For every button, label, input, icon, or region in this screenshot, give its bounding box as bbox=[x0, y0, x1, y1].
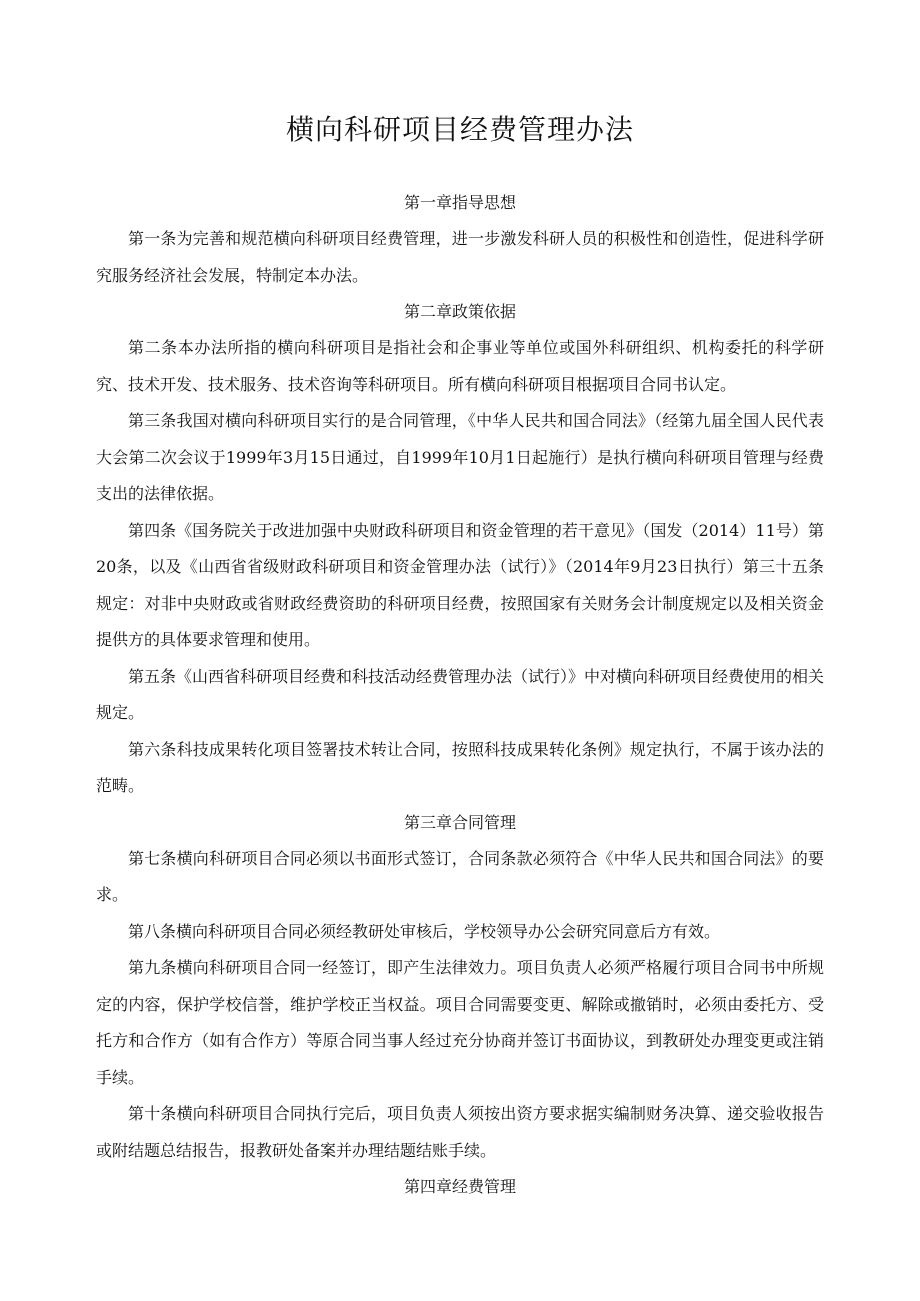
article-paragraph: 第六条科技成果转化项目签署技术转让合同，按照科技成果转化条例》规定执行，不属于该办法的范畴。 bbox=[96, 739, 824, 795]
document-title: 横向科研项目经费管理办法 bbox=[285, 113, 634, 146]
article-paragraph: 第二条本办法所指的横向科研项目是指社会和企事业等单位或国外科研组织、机构委托的科学研究、技术开发、技术服务、技术咨询等科研项目。所有横向科研项目根据项目合同书认定。 bbox=[96, 338, 824, 394]
article-paragraph: 第三条我国对横向科研项目实行的是合同管理，《中华人民共和国合同法》（经第九届全国人民代表大会第二次会议于1999年3月15日通过，自1999年10月1日起施行）是执行横向科研项目管理与经费支出的法律依据。 bbox=[96, 411, 824, 503]
chapter-heading: 第四章经费管理 bbox=[403, 1177, 516, 1196]
article-paragraph: 第十条横向科研项目合同执行完后，项目负责人须按出资方要求据实编制财务决算、递交验收报告或附结题总结报告，报教研处备案并办理结题结账手续。 bbox=[96, 1104, 824, 1160]
document-body bbox=[96, 185, 824, 1205]
article-paragraph: 第八条横向科研项目合同必须经教研处审核后，学校领导办公会研究同意后方有效。 bbox=[128, 921, 721, 941]
article-paragraph: 第五条《山西省科研项目经费和科技活动经费管理办法（试行）》中对横向科研项目经费使用的相关规定。 bbox=[96, 666, 825, 722]
article-paragraph: 第一条为完善和规范横向科研项目经费管理，进一步激发科研人员的积极性和创造性，促进科学研究服务经济社会发展，特制定本办法。 bbox=[96, 229, 824, 285]
article-paragraph: 第九条横向科研项目合同一经签订，即产生法律效力。项目负责人必须严格履行项目合同书中所规定的内容，保护学校信誉，维护学校正当权益。项目合同需要变更、解除或撤销时，必须由委托方、受托方和合作方（如有合作方）等原合同当事人经过充分协商并签订书面协议，到教研处办理变更或注销手续。 bbox=[96, 958, 824, 1087]
article-paragraph: 第四条《国务院关于改进加强中央财政科研项目和资金管理的若干意见》（国发（2014）11号）第20条，以及《山西省省级财政科研项目和资金管理办法（试行）》（2014年9月23日执行）第三十五条规定：对非中央财政或省财政经费资助的科研项目经费，按照国家有关财务会计制度规定以及相关资金提供方的具体要求管理和使用。 bbox=[96, 520, 824, 649]
article-paragraph: 第七条横向科研项目合同必须以书面形式签订，合同条款必须符合《中华人民共和国合同法》的要求。 bbox=[96, 848, 824, 904]
chapter-heading: 第一章指导思想 bbox=[403, 193, 516, 212]
chapter-heading: 第三章合同管理 bbox=[403, 812, 516, 832]
chapter-heading: 第二章政策依据 bbox=[403, 302, 516, 321]
